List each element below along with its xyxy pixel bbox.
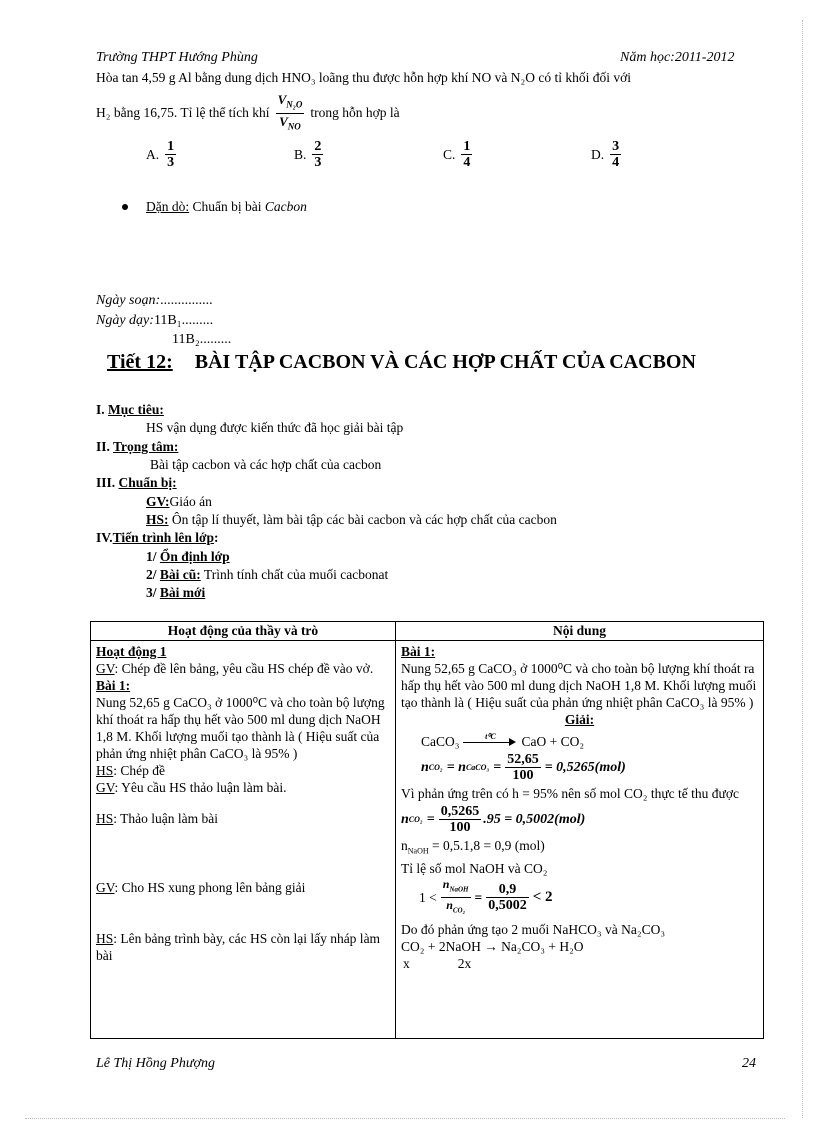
- school-year: Năm học:2011-2012: [620, 50, 735, 65]
- activity-title: Hoạt động 1: [96, 644, 167, 659]
- gas-ratio-fraction: $\frac{V_{N_2O}}{V_{NO}}$: [277, 91, 303, 132]
- page-number: 24: [742, 1056, 756, 1071]
- option-b: B. $\frac{2}{3}$: [294, 139, 322, 170]
- reaction-naoh-moles: x 2x: [403, 956, 472, 972]
- col-header-content: Nội dung: [396, 622, 764, 641]
- exercise-line2-pre: H₂ bằng 16,75. Tỉ lệ thể tích khí: [96, 105, 270, 120]
- page-border-bottom: [25, 1118, 785, 1119]
- section-preparation: III. Chuẩn bị:: [96, 475, 177, 490]
- option-c: C. $\frac{1}{4}$: [443, 139, 471, 170]
- date-taught: Ngày dạy:11B₁.........: [96, 313, 214, 328]
- lesson-table: [90, 621, 764, 1039]
- prep-hs: HS: Ôn tập lí thuyết, làm bài tập các bài cacbon và các hợp chất của cacbon: [146, 512, 557, 527]
- left-exercise-title: Bài 1:: [96, 678, 131, 693]
- col-header-activities: Hoạt động của thầy và trò: [91, 622, 396, 641]
- content-cell: [396, 641, 764, 1039]
- lesson-title: Tiết 12: BÀI TẬP CACBON VÀ CÁC HỢP CHẤT CỦA CACBON: [107, 351, 696, 373]
- equation-mol-co2: n CO₂ = n CaCO₃ = $\frac{52,65}{100}$ = 0,5265(mol): [421, 752, 626, 783]
- gv-instruction-2: GV: Yêu cầu HS thảo luận làm bài.: [96, 780, 287, 795]
- equation-actual-co2: n CO₂ = $\frac{0,5265}{100}$ .95 = 0,5002(mol): [401, 804, 586, 835]
- salts-formed: Do đó phản ứng tạo 2 muối NaHCO₃ và Na₂CO₃: [401, 922, 666, 938]
- date-taught-class2: 11B₂.........: [172, 332, 232, 347]
- footer-author: Lê Thị Hồng Phượng: [96, 1056, 215, 1071]
- reaction-decomposition: CaCO₃ t⁰C CaO + CO₂: [421, 732, 585, 749]
- exercise-line1: Hòa tan 4,59 g Al bằng dung dịch HNO₃ loãng thu được hỗn hợp khí NO và N₂O có tỉ khối đối với: [96, 70, 631, 85]
- homework-line: Dặn dò: Chuẩn bị bài Cacbon: [146, 199, 307, 214]
- section-focus: II. Trọng tâm:: [96, 439, 179, 454]
- right-exercise-title: Bài 1:: [401, 644, 436, 659]
- reaction-naoh: CO₂ + 2NaOH → Na₂CO₃ + H₂O: [401, 939, 584, 955]
- hs-action-3: HS: Lên bảng trình bày, các HS còn lại lấy nháp làm bài: [96, 931, 381, 963]
- left-exercise-text: Nung 52,65 g CaCO₃ ở 1000⁰C và cho toàn bộ lượng khí thoát ra hấp thụ hết vào 500 ml dung dịch NaOH 1,8 M. Khối lượng muối tạo thành là ( Hiệu suất của phản ứng nhiệt phân CaCO₃ là 95% ): [96, 695, 385, 761]
- prep-gv: GV:Giáo án: [146, 494, 212, 509]
- gv-instruction-3: GV: Cho HS xung phong lên bảng giải: [96, 880, 306, 895]
- hs-action-1: HS: Chép đề: [96, 763, 166, 778]
- exercise-line2: [96, 90, 400, 136]
- option-d: D. $\frac{3}{4}$: [591, 139, 620, 170]
- option-a: A. $\frac{1}{3}$: [146, 139, 175, 170]
- bullet-icon: [122, 204, 128, 210]
- step-1: 1/ Ổn định lớp: [146, 549, 230, 564]
- gv-instruction-1: GV: Chép đề lên bảng, yêu cầu HS chép đề vào vở.: [96, 661, 374, 676]
- section-procedure: IV.Tiến trình lên lớp:: [96, 530, 219, 545]
- hs-action-2: HS: Thảo luận làm bài: [96, 811, 218, 826]
- date-prepared: Ngày soạn:...............: [96, 293, 213, 308]
- focus-text: Bài tập cacbon và các hợp chất của cacbon: [150, 457, 382, 472]
- activities-cell: [91, 641, 396, 1039]
- step-3: 3/ Bài mới: [146, 585, 206, 600]
- page-border-right: [802, 20, 803, 1118]
- school-name: Trường THPT Hướng Phùng: [96, 50, 258, 65]
- exercise-line2-post: trong hỗn hợp là: [310, 105, 400, 120]
- mol-naoh: $n_{NaOH} = 0,5.1,8 = 0,9$ (mol): [401, 838, 545, 856]
- step-2: 2/ Bài cũ: Trình tính chất của muối cacbonat: [146, 567, 389, 582]
- right-exercise-text: Nung 52,65 g CaCO₃ ở 1000⁰C và cho toàn bộ lượng khí thoát ra hấp thụ hết vào 500 ml dung dịch NaOH 1,8 M. Khối lượng muối tạo thành là ( Hiệu suất của phản ứng nhiệt phân CaCO₃ là 95% ): [401, 661, 757, 710]
- objectives-text: HS vận dụng được kiến thức đã học giải bài tập: [146, 420, 404, 435]
- efficiency-note: Vì phản ứng trên có h = 95% nên số mol CO₂ thực tế thu được: [401, 786, 739, 801]
- ratio-inequality: 1 < $\frac{n_{NaOH}}{n_{CO_2}}$ = $\frac{0,9}{0,5002}$ < 2: [419, 876, 553, 915]
- solution-title: Giải:: [564, 712, 595, 727]
- arrow-icon: t⁰C: [463, 732, 517, 750]
- section-objectives: I. Mục tiêu:: [96, 402, 164, 417]
- ratio-text: Tỉ lệ số mol NaOH và CO₂: [401, 860, 548, 876]
